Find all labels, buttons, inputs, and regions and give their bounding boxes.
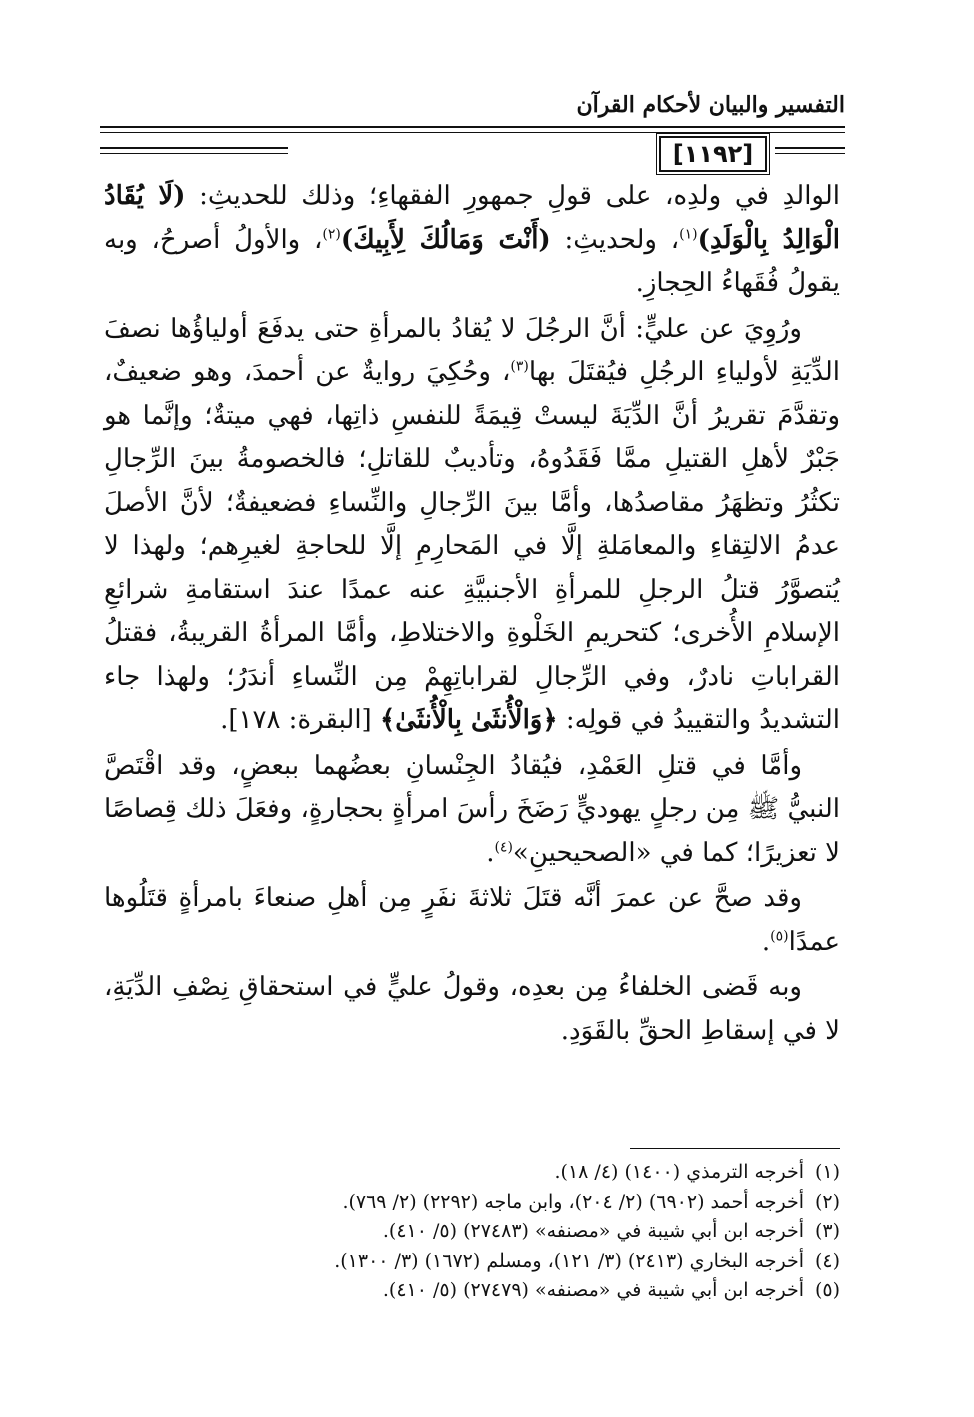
header-side-rule-left	[100, 147, 288, 149]
footnotes	[104, 1158, 840, 1306]
footnote-ref: (١)	[679, 225, 698, 242]
page-header	[100, 92, 845, 168]
text-run: [البقرة: ١٧٨].	[220, 705, 380, 735]
text-run: .	[761, 926, 771, 957]
footnote-number: (٥)	[814, 1279, 840, 1301]
footnote-number: (١)	[814, 1161, 840, 1183]
paragraph-4	[104, 877, 840, 964]
page-number: [١١٩٢]	[659, 136, 767, 172]
footnote-text: أخرجه ابن أبي شيبة في «مصنفه» (٢٧٤٧٩) (٥/ ٤١٠).	[382, 1279, 804, 1301]
text-run: وقد صحَّ عن عمرَ أنَّه قتَلَ ثلاثةَ نفَرٍ مِن أهلِ صنعاءَ بامرأةٍ قتَلُوها عمدًا	[104, 883, 840, 957]
text-run: ، ولحديثِ:	[550, 224, 680, 255]
paragraph-2	[104, 308, 840, 743]
text-run: وبه قَضى الخلفاءُ مِن بعدِه، وقولُ عليٍّ في استحقاقِ نِصْفِ الدِّيَةِ، لا في إسقاطِ الحقِّ بالقَوَدِ.	[104, 972, 840, 1046]
footnote-ref: (٥)	[770, 927, 789, 944]
text-run: .	[486, 837, 495, 868]
footnote-separator	[630, 1148, 840, 1149]
footnote-ref: (٣)	[510, 358, 529, 375]
text-run: ورُوِيَ عن عليٍّ: أنَّ الرجُلَ لا يُقادُ بالمرأةِ حتى يدفَعَ أولياؤُها نصفَ الدِّيَةِ لأولياءِ الرجُلِ فيُقتَلَ بها	[104, 313, 840, 387]
footnote-ref: (٢)	[322, 225, 341, 242]
footnote-number: (٢)	[814, 1190, 840, 1213]
header-side-rule-right-thin	[775, 153, 845, 154]
paragraph-3	[104, 745, 840, 876]
text-run: ، وحُكِيَ روايةٌ عن أحمدَ، وهو ضعيفٌ، وتقدَّمَ تقريرُ أنَّ الدِّيَةَ ليستْ قِيمَةً للنفسِ ذاتِها، فهي ميتةٌ؛ وإنَّما هو جَبْرٌ لأهلِ القتيلِ ممَّا فَقَدُوهُ، وتأديبٌ للقاتلِ؛ فالخصومةُ بينَ الرِّجالِ تكثُرُ وتظهَرُ مقاصدُها، وأمَّا بينَ الرِّجالِ والنِّساءِ فضعيفةٌ؛ لأنَّ الأصلَ عدمُ الالتِقاءِ والمعامَلةِ إلَّا في المَحارِمِ إلَّا للحاجةِ لغيرِهم؛ ولهذا لا يُتصوَّرُ قتلُ الرجلِ للمرأةِ الأجنبيَّةِ عنه عمدًا عندَ استقامةِ شرائعِ الإسلامِ الأُخرى؛ كتحريمِ الخَلْوةِ والاختلاطِ، وأمَّا المرأةُ القريبةُ، فقتلُ القراباتِ نادرٌ، وفي الرِّجالِ لقراباتِهِمْ مِن النِّساءِ أندَرُ؛ ولهذا جاء التشديدُ والتقييدُ في قولِه:	[104, 357, 841, 735]
footnote-item	[104, 1217, 840, 1247]
footnote-text: أخرجه البخاري (٢٤١٣) (٣/ ١٢١)، ومسلم (١٦٧٢) (٣/ ١٣٠٠).	[334, 1249, 804, 1272]
footnote-text: أخرجه ابن أبي شيبة في «مصنفه» (٢٧٤٨٣) (٥/ ٤١٠).	[382, 1220, 804, 1242]
text-run: الوالدِ في ولدِه، على قولِ جمهورِ الفقهاءِ؛ وذلك للحديثِ:	[185, 181, 840, 211]
paragraph-5	[104, 966, 840, 1053]
footnote-number: (٤)	[814, 1249, 840, 1272]
header-side-rule-right	[775, 147, 845, 149]
footnote-number: (٣)	[814, 1220, 840, 1242]
quran-quote: ﴿وَالْأُنثَىٰ بِالْأُنثَىٰ﴾	[379, 705, 558, 735]
header-rule	[100, 126, 845, 128]
running-title: التفسير والبيان لأحكام القرآن	[576, 92, 845, 118]
text-run: وأمَّا في قتلِ العَمْدِ، فيُقادُ الجِنْسانِ بعضُهما ببعضٍ، وقد اقْتَصَّ النبيُّ ﷺ مِن رجلٍ يهوديٍّ رَضَخَ رأسَ امرأةٍ بحجارةٍ، وفعَلَ ذلك قِصاصًا لا تعزيرًا؛ كما في «الصحيحينِ»	[104, 750, 840, 868]
main-text	[104, 175, 840, 1055]
footnote-item	[104, 1158, 840, 1188]
hadith-quote: (أَنْتَ وَمَالُكَ لِأَبِيكَ)	[340, 224, 551, 255]
footnote-item	[104, 1188, 840, 1218]
header-side-rule-left-thin	[100, 153, 288, 154]
hadith-quote: (لَا يُقَادُ الْوَالِدُ بِالْوَلَدِ)	[104, 181, 840, 255]
header-rule-thin	[100, 132, 845, 133]
footnote-text: أخرجه أحمد (٦٩٠٢) (٢/ ٢٠٤)، وابن ماجه (٢٢٩٢) (٢/ ٧٦٩).	[342, 1190, 804, 1213]
paragraph-1	[104, 175, 840, 306]
footnote-item	[104, 1276, 840, 1306]
footnote-item	[104, 1247, 840, 1277]
footnote-ref: (٤)	[494, 838, 513, 855]
text-run: ، والأولُ أصرحُ، وبه يقولُ فُقَهاءُ الحِجازِ.	[104, 224, 840, 298]
footnote-text: أخرجه الترمذي (١٤٠٠) (٤/ ١٨).	[554, 1161, 804, 1183]
